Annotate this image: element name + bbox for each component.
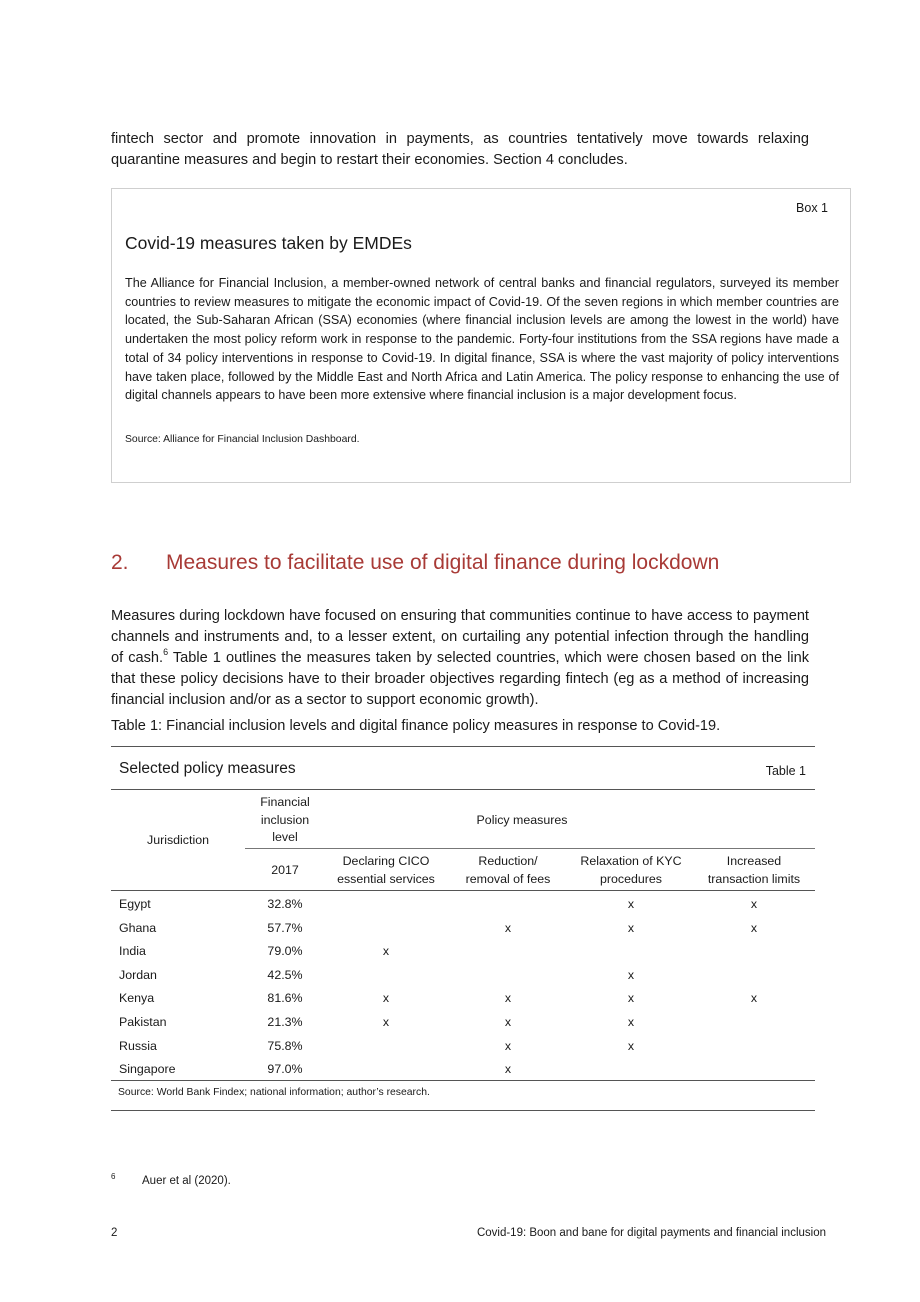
header-limits-line1: Increased: [726, 854, 782, 868]
header-fees: [447, 853, 569, 888]
table-title-rule: [111, 789, 815, 790]
cell-kyc: x: [627, 991, 635, 1006]
cell-level: 97.0%: [267, 1062, 303, 1077]
cell-country: Egypt: [119, 897, 151, 911]
cell-country: Jordan: [119, 967, 157, 982]
table-top-rule: [111, 746, 815, 747]
footnote-number: 6: [111, 1172, 116, 1181]
cell-level: 32.8%: [267, 897, 303, 911]
table-title: Selected policy measures: [119, 760, 296, 777]
cell-level: 57.7%: [267, 920, 303, 935]
cell-country: Kenya: [119, 991, 155, 1006]
table-row: [111, 1038, 815, 1060]
cell-fees: x: [504, 1015, 512, 1029]
cell-level: 42.5%: [267, 967, 303, 982]
intro-paragraph: fintech sector and promote innovation in payments, as countries tentatively move towards relaxing quarantine measures and begin to restart their economies. Section 4 concludes.: [111, 131, 809, 168]
header-policy-measures: Policy measures: [476, 813, 568, 827]
cell-level: 79.0%: [267, 944, 303, 959]
table-caption: Table 1: Financial inclusion levels and digital finance policy measures in response to Covid-19.: [111, 718, 721, 734]
section-paragraph: [111, 606, 809, 711]
box-source: Source: Alliance for Financial Inclusion Dashboard.: [125, 434, 360, 445]
header-inclusion-line1: Financial: [260, 795, 310, 809]
cell-limits: x: [750, 991, 758, 1006]
header-bottom-rule: [111, 890, 815, 891]
footnote-ref[interactable]: 6: [163, 647, 169, 658]
cell-kyc: x: [627, 1015, 635, 1029]
header-cico-line2: essential services: [337, 871, 435, 886]
cell-cico: x: [382, 991, 390, 1006]
header-fees-line2: removal of fees: [465, 871, 551, 886]
table-row: [111, 920, 815, 942]
cell-limits: x: [750, 920, 758, 935]
cell-fees: x: [504, 991, 512, 1006]
table-row: [111, 943, 815, 965]
header-kyc-line2: procedures: [600, 871, 662, 886]
section-title: Measures to facilitate use of digital finance during lockdown: [166, 551, 720, 574]
cell-cico: x: [382, 944, 390, 959]
box-1: [111, 188, 851, 483]
table-bottom-rule: [111, 1110, 815, 1111]
section-text-part1: Measures during lockdown have focused on ensuring that communities continue to have access to payment channels and instruments and, to a lesser extent, on curtailing any potential infection through the handling of cash.: [111, 608, 809, 666]
table-tag: Table 1: [765, 764, 806, 778]
header-fees-line1: Reduction/: [478, 854, 538, 868]
header-mid-rule: [245, 848, 815, 849]
cell-country: Pakistan: [119, 1015, 167, 1029]
box-tag: Box 1: [796, 201, 828, 215]
cell-country: Russia: [119, 1038, 157, 1053]
section-number: 2.: [111, 551, 129, 574]
cell-kyc: x: [627, 967, 635, 982]
table-row: [111, 1014, 815, 1036]
table-body-bottom-rule: [111, 1080, 815, 1081]
header-jurisdiction: Jurisdiction: [147, 833, 209, 847]
header-inclusion-line2: inclusion: [260, 812, 310, 827]
page-number: 2: [111, 1227, 118, 1239]
cell-level: 75.8%: [267, 1038, 303, 1053]
table-row: [111, 896, 815, 918]
header-limits: [693, 853, 815, 888]
running-footer-title: Covid-19: Boon and bane for digital payments and financial inclusion: [476, 1227, 826, 1239]
cell-country: Singapore: [119, 1062, 176, 1077]
header-limits-line2: transaction limits: [707, 871, 801, 886]
footnote-text: Auer et al (2020).: [142, 1175, 231, 1187]
cell-fees: x: [504, 1038, 512, 1053]
table-row: [111, 990, 815, 1012]
header-cico-line1: Declaring CICO: [342, 854, 430, 868]
cell-cico: x: [382, 1015, 390, 1029]
cell-country: India: [119, 944, 146, 959]
header-kyc: [569, 853, 693, 888]
table-source: Source: World Bank Findex; national information; author’s research.: [118, 1087, 430, 1098]
header-cico: [325, 853, 447, 888]
cell-country: Ghana: [119, 920, 157, 935]
header-inclusion: [245, 794, 325, 847]
cell-fees: x: [504, 1062, 512, 1077]
section-heading: [111, 551, 719, 575]
box-title: Covid-19 measures taken by EMDEs: [125, 233, 412, 253]
header-kyc-line1: Relaxation of KYC: [580, 854, 682, 868]
table-row: [111, 967, 815, 989]
cell-fees: x: [504, 920, 512, 935]
cell-level: 81.6%: [267, 991, 303, 1006]
cell-level: 21.3%: [267, 1015, 303, 1029]
cell-kyc: x: [627, 897, 635, 911]
cell-kyc: x: [627, 920, 635, 935]
cell-limits: x: [750, 897, 758, 911]
section-text-part2: Table 1 outlines the measures taken by selected countries, which were chosen based on the link that these policy decisions have to their broader objectives regarding fintech (eg as a method of increasing financial inclusion and/or as a sector to support economic growth).: [111, 650, 810, 708]
box-body: The Alliance for Financial Inclusion, a member-owned network of central banks and financial regulators, surveyed its member countries to review measures to mitigate the economic impact of Covid-19. Of the seven regions in which member countries are located, the Sub-Saharan African (SSA) economies (where financial inclusion levels are among the lowest in the world) have undertaken the most policy reform work in response to the pandemic. Forty-four institutions from the SSA regions have made a total of 34 policy interventions in response to Covid-19. In digital finance, SSA is where the vast majority of policy interventions have taken place, followed by the Middle East and North Africa and Latin America. The policy response to enhancing the use of digital channels appears to have been more extensive where financial inclusion is a major development focus.: [125, 276, 839, 403]
header-year: 2017: [271, 863, 299, 877]
header-inclusion-line3: level: [272, 830, 298, 844]
cell-kyc: x: [627, 1038, 635, 1053]
